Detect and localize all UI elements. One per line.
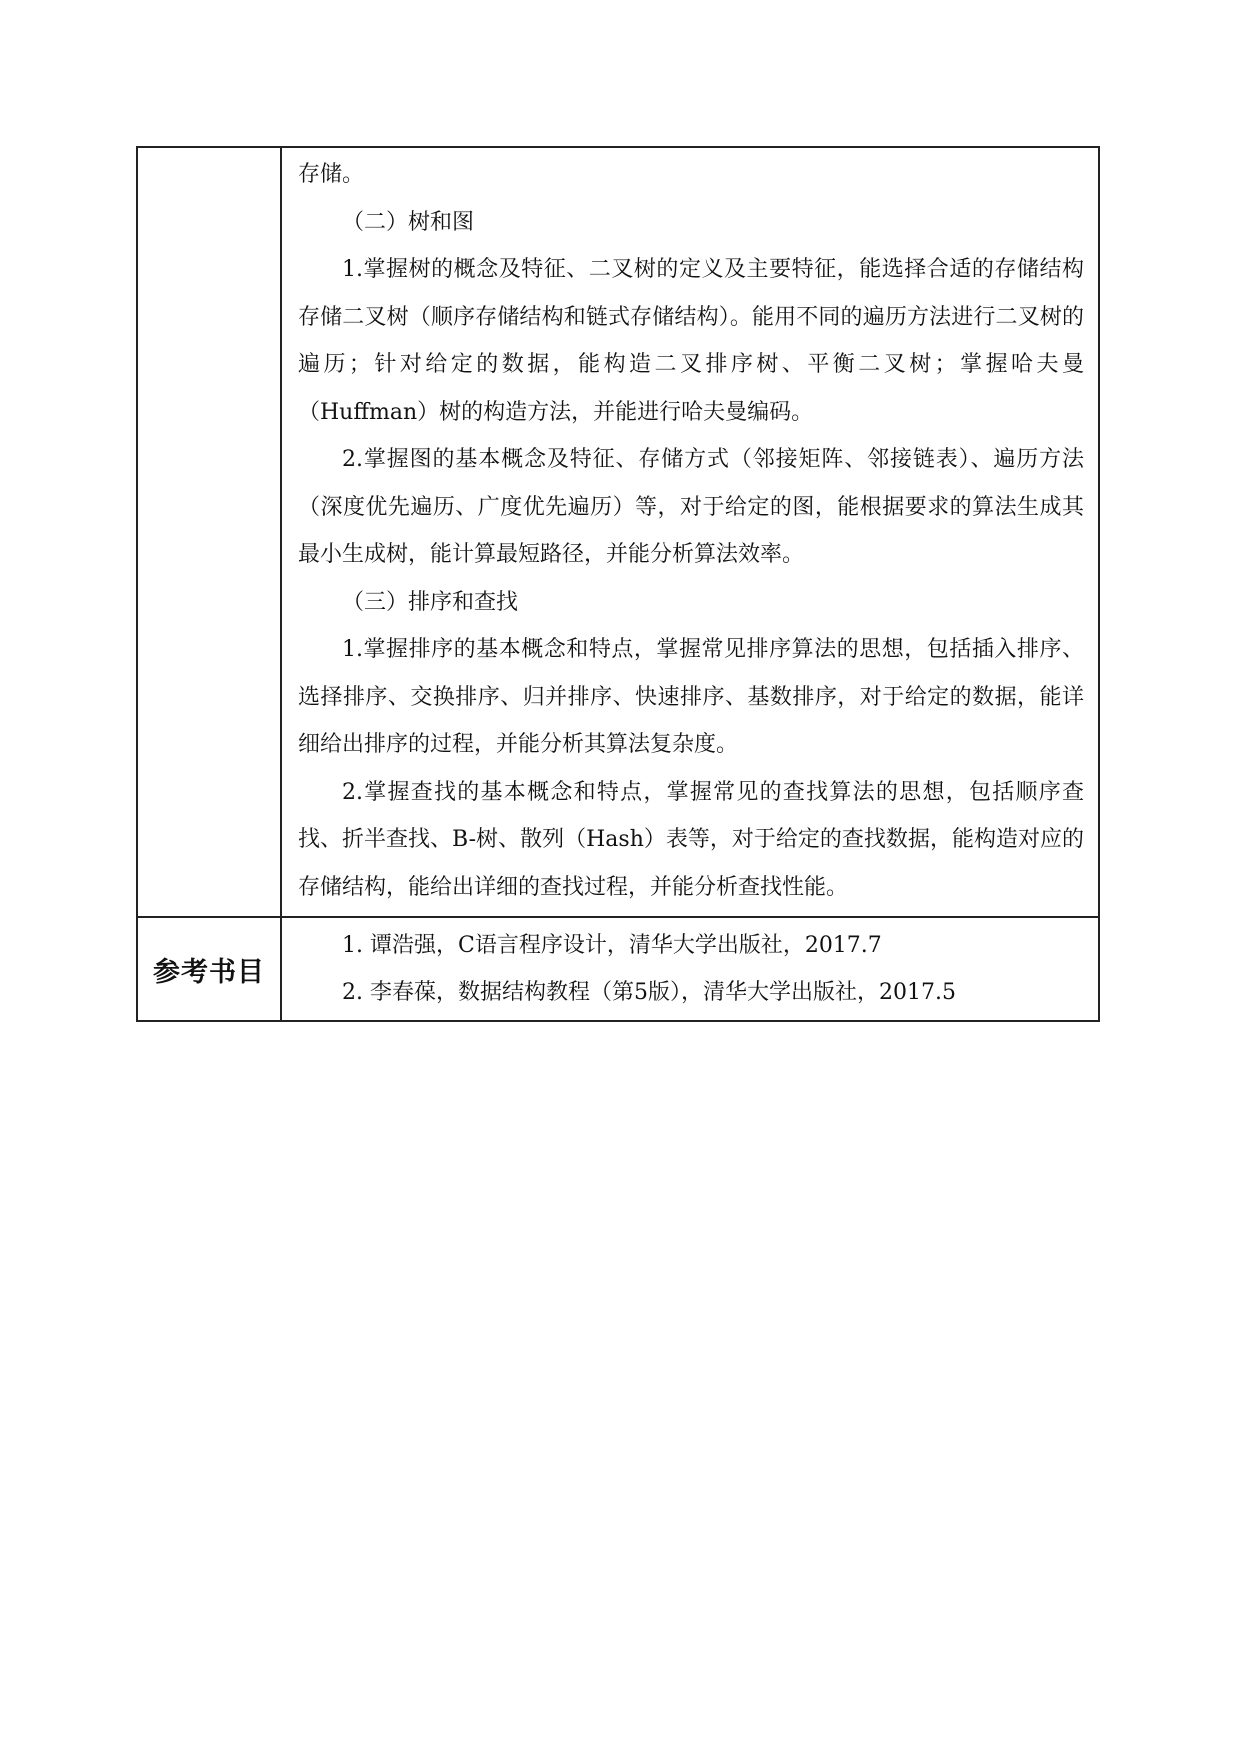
empty-label-cell: [137, 147, 281, 917]
continuation-text: 存储。: [298, 162, 365, 187]
references-list: [281, 917, 1099, 1021]
reference-item-1: 1. 谭浩强，C语言程序设计，清华大学出版社，2017.7: [342, 933, 882, 958]
references-label: 参考书目: [137, 917, 281, 1021]
paragraph-sort: 1.掌握排序的基本概念和特点，掌握常见排序算法的思想，包括插入排序、选择排序、交换排序、归并排序、快速排序、基数排序，对于给定的数据，能详细给出排序的过程，并能分析其算法复杂度。: [298, 637, 1084, 757]
paragraph-graph: 2.掌握图的基本概念及特征、存储方式（邻接矩阵、邻接链表）、遍历方法（深度优先遍历、广度优先遍历）等，对于给定的图，能根据要求的算法生成其最小生成树，能计算最短路径，并能分析算法效率。: [298, 447, 1084, 567]
syllabus-table: [136, 146, 1100, 1022]
reference-item-2: 2. 李春葆，数据结构教程（第5版），清华大学出版社，2017.5: [342, 980, 956, 1005]
section-heading-sort-search: （三）排序和查找: [342, 589, 519, 615]
section-heading-tree-graph: （二）树和图: [342, 209, 475, 235]
paragraph-search: 2.掌握查找的基本概念和特点，掌握常见的查找算法的思想，包括顺序查找、折半查找、B-树、散列（Hash）表等，对于给定的查找数据，能构造对应的存储结构，能给出详细的查找过程，并能分析查找性能。: [298, 779, 1084, 900]
references-row: [137, 917, 1099, 1021]
content-cell: [281, 147, 1099, 917]
paragraph-tree: 1.掌握树的概念及特征、二叉树的定义及主要特征，能选择合适的存储结构存储二叉树（顺序存储结构和链式存储结构）。能用不同的遍历方法进行二叉树的遍历；针对给定的数据，能构造二叉排序树、平衡二叉树；掌握哈夫曼（Huffman）树的构造方法，并能进行哈夫曼编码。: [298, 257, 1084, 425]
content-row: [137, 147, 1099, 917]
